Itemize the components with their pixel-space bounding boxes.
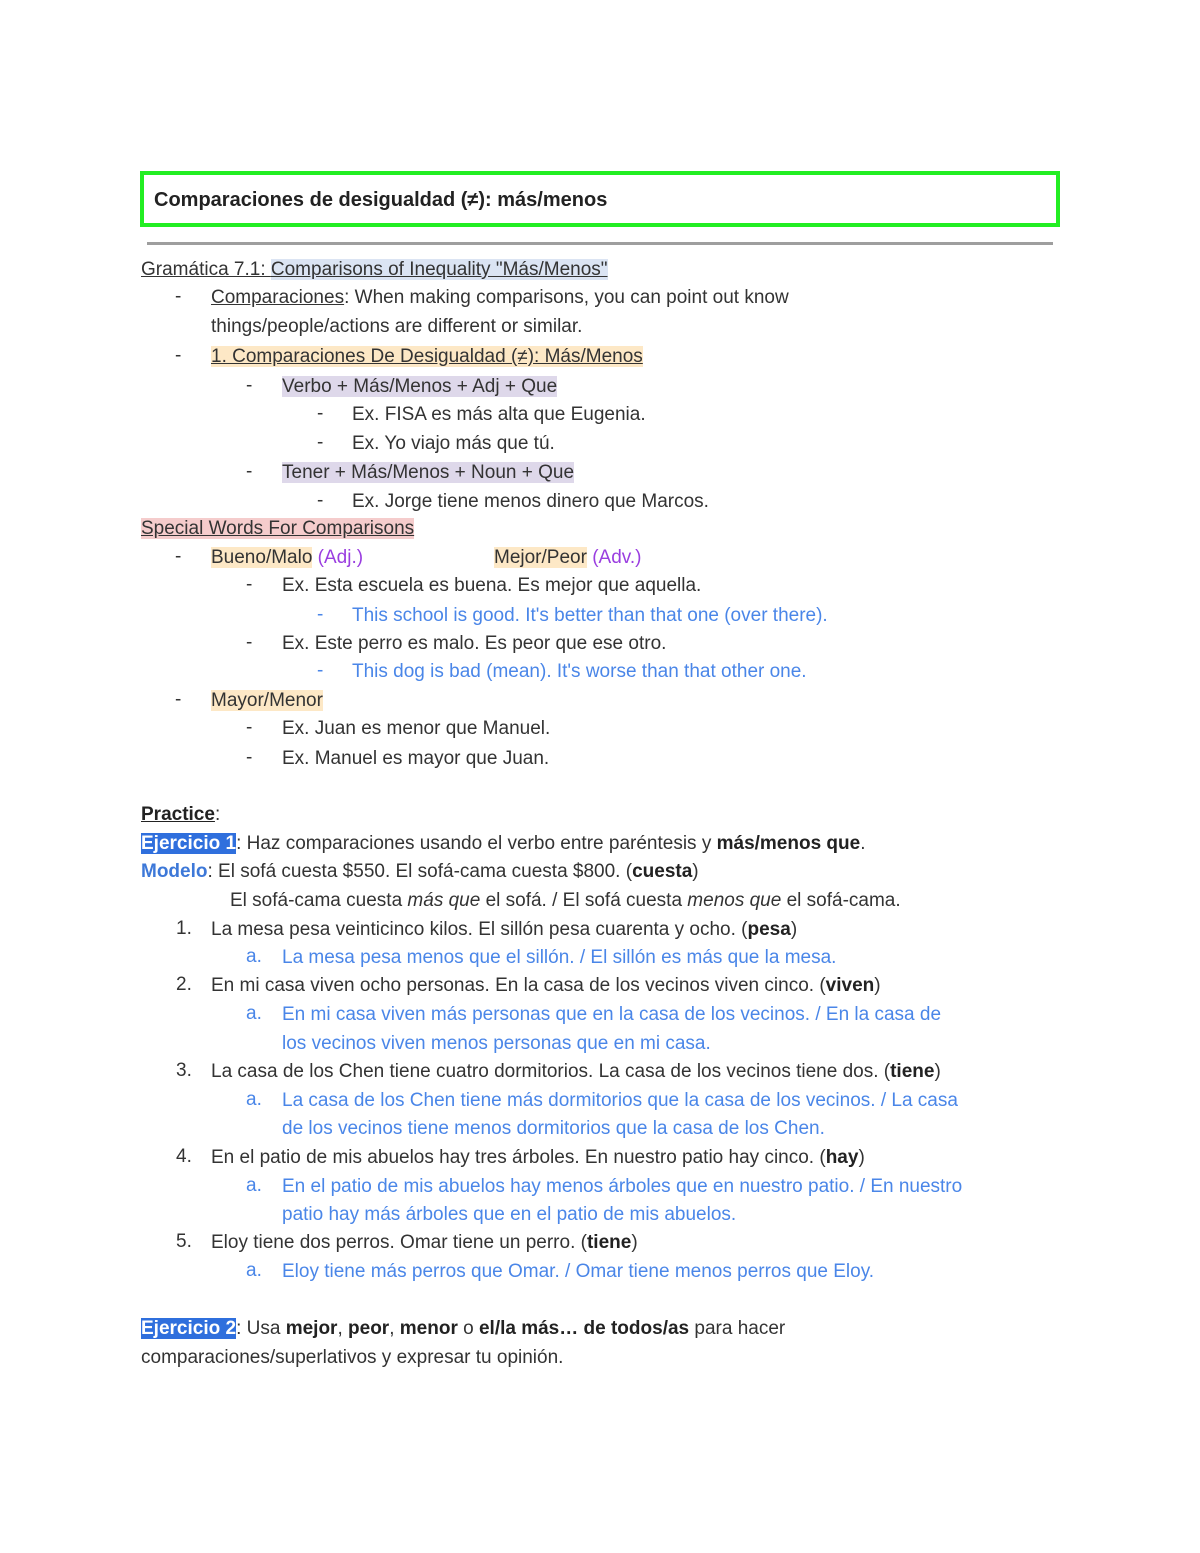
item-4-question (211, 1146, 865, 1170)
bullet-dash: - (317, 432, 324, 453)
special-words-heading: Special Words For Comparisons (141, 518, 415, 539)
answer-label: a. (246, 1089, 262, 1110)
modelo-label: Modelo (141, 861, 208, 882)
ejercicio-2-line (141, 1317, 785, 1341)
item-text: La casa de los Chen tiene cuatro dormitorios. La casa de los vecinos tiene dos. ( (211, 1061, 891, 1082)
item-close: ) (790, 919, 798, 940)
item-text: En mi casa viven ocho personas. En la casa de los vecinos viven cinco. ( (211, 975, 826, 996)
modelo-verb: cuesta (632, 861, 693, 882)
page-title: Comparaciones de desigualdad (≠): más/menos (154, 189, 608, 211)
item-close: ) (934, 1061, 941, 1082)
modelo-close: ) (692, 861, 699, 882)
word-superlative: el/la más… de todos/as (478, 1318, 690, 1339)
item-close: ) (874, 975, 881, 996)
special-words-line (141, 517, 414, 541)
tener-rule: Tener + Más/Menos + Noun + Que (282, 462, 575, 483)
example-buena-translation: This school is good. It's better than that one (over there). (352, 605, 828, 626)
grammar-line (141, 258, 608, 282)
ejercicio-1-bold: más/menos que (716, 833, 861, 854)
item-number: 1. (176, 918, 192, 939)
ejercicio-1-label: Ejercicio 1 (141, 833, 237, 854)
item-1-answer: La mesa pesa menos que el sillón. / El sillón es más que la mesa. (282, 947, 837, 968)
example-manuel: Ex. Manuel es mayor que Juan. (282, 748, 550, 769)
item-verb: tiene (586, 1232, 632, 1253)
practice-heading-line (141, 803, 220, 827)
item-verb: hay (825, 1147, 859, 1168)
ejercicio-2-colon: : (236, 1318, 242, 1339)
adj-label: (Adj.) (312, 547, 364, 568)
item-verb: tiene (890, 1061, 935, 1082)
horizontal-rule (147, 242, 1053, 245)
mayor-menor: Mayor/Menor (211, 690, 323, 711)
word-menor: menor (399, 1318, 458, 1339)
item-4-answer: En el patio de mis abuelos hay menos árboles que en nuestro patio. / En nuestro (282, 1176, 963, 1197)
answer-label: a. (246, 946, 262, 967)
comma: , (337, 1318, 349, 1339)
word-mejor: mejor (285, 1318, 338, 1339)
mayor-menor-line (211, 689, 323, 713)
bullet-dash: - (246, 375, 253, 396)
comparaciones-line (211, 286, 789, 310)
item-2-question (211, 974, 881, 998)
example-fisa: Ex. FISA es más alta que Eugenia. (352, 404, 646, 425)
modelo-answer-e: el sofá-cama. (781, 890, 901, 911)
ejercicio-2-end: para hacer (689, 1318, 786, 1339)
example-buena: Ex. Esta escuela es buena. Es mejor que aquella. (282, 575, 702, 596)
bullet-dash: - (175, 689, 182, 710)
modelo-answer-a: El sofá-cama cuesta (230, 890, 408, 911)
bullet-dash: - (175, 286, 182, 307)
example-juan: Ex. Juan es menor que Manuel. (282, 718, 551, 739)
item-number: 3. (176, 1060, 192, 1081)
example-viajo: Ex. Yo viajo más que tú. (352, 433, 555, 454)
word-peor: peor (348, 1318, 390, 1339)
title-box (140, 171, 1060, 227)
item-verb: pesa (747, 919, 791, 940)
item-close: ) (631, 1232, 638, 1253)
modelo-text: : El sofá cuesta $550. El sofá-cama cuesta $800. ( (207, 861, 633, 882)
grammar-link[interactable]: Comparisons of Inequality "Más/Menos" (270, 259, 608, 280)
bullet-dash: - (317, 604, 324, 625)
comparaciones-text: : When making comparisons, you can point out know (344, 287, 789, 308)
bullet-dash: - (317, 660, 324, 681)
word-o: o (457, 1318, 479, 1339)
comparaciones-line-2: things/people/actions are different or similar. (211, 316, 583, 337)
bueno-malo: Bueno/Malo (211, 547, 313, 568)
answer-label: a. (246, 1175, 262, 1196)
comma: , (389, 1318, 400, 1339)
practice-colon: : (214, 804, 221, 825)
bullet-dash: - (246, 632, 253, 653)
ejercicio-1-end: . (860, 833, 866, 854)
verbo-rule: Verbo + Más/Menos + Adj + Que (282, 376, 558, 397)
ejercicio-1-text: Haz comparaciones usando el verbo entre paréntesis y (241, 833, 717, 854)
mejor-peor: Mejor/Peor (494, 547, 587, 568)
item-3-answer: La casa de los Chen tiene más dormitorios que la casa de los vecinos. / La casa (282, 1090, 958, 1111)
adv-label: (Adv.) (586, 547, 642, 568)
ejercicio-1-line (141, 832, 866, 856)
item-3-question (211, 1060, 941, 1084)
item-5-answer: Eloy tiene más perros que Omar. / Omar tiene menos perros que Eloy. (282, 1261, 875, 1282)
modelo-answer-c: el sofá. / El sofá cuesta (480, 890, 688, 911)
modelo-answer-b: más que (407, 890, 481, 911)
modelo-answer (230, 889, 901, 913)
ejercicio-2-label: Ejercicio 2 (141, 1318, 237, 1339)
item-number: 2. (176, 974, 192, 995)
item-text: Eloy tiene dos perros. Omar tiene un perro. ( (211, 1232, 587, 1253)
item-4-answer-cont: patio hay más árboles que en el patio de mis abuelos. (282, 1204, 737, 1225)
example-malo-translation: This dog is bad (mean). It's worse than that other one. (352, 661, 807, 682)
item-close: ) (858, 1147, 865, 1168)
bullet-dash: - (246, 717, 253, 738)
desigualdad-heading: 1. Comparaciones De Desigualdad (≠): Más/Menos (211, 346, 643, 367)
ejercicio-2-line-2: comparaciones/superlativos y expresar tu opinión. (141, 1347, 564, 1368)
ejercicio-1-colon: : (236, 833, 242, 854)
bullet-dash: - (317, 490, 324, 511)
item-text: En el patio de mis abuelos hay tres árboles. En nuestro patio hay cinco. ( (211, 1147, 826, 1168)
bullet-dash: - (246, 461, 253, 482)
mejor-peor-line (494, 546, 641, 570)
grammar-prefix: Gramática 7.1: (141, 259, 271, 280)
practice-heading: Practice (141, 804, 215, 825)
item-3-answer-cont: de los vecinos tiene menos dormitorios que la casa de los Chen. (282, 1118, 825, 1139)
example-jorge: Ex. Jorge tiene menos dinero que Marcos. (352, 491, 709, 512)
item-1-question (211, 918, 797, 942)
item-number: 5. (176, 1231, 192, 1252)
modelo-line (141, 860, 699, 884)
item-text: La mesa pesa veinticinco kilos. El sillón pesa cuarenta y ocho. ( (211, 919, 748, 940)
bullet-dash: - (317, 403, 324, 424)
item-5-question (211, 1231, 638, 1255)
answer-label: a. (246, 1003, 262, 1024)
bullet-dash: - (175, 546, 182, 567)
example-malo: Ex. Este perro es malo. Es peor que ese otro. (282, 633, 667, 654)
item-number: 4. (176, 1146, 192, 1167)
bullet-dash: - (175, 345, 182, 366)
desigualdad-line (211, 345, 643, 369)
answer-label: a. (246, 1260, 262, 1281)
item-2-answer-cont: los vecinos viven menos personas que en mi casa. (282, 1033, 711, 1054)
modelo-answer-d: menos que (687, 890, 782, 911)
tener-rule-line (282, 461, 574, 485)
comparaciones-label: Comparaciones (211, 287, 345, 308)
verbo-rule-line (282, 375, 557, 399)
bullet-dash: - (246, 574, 253, 595)
bueno-malo-line (211, 546, 363, 570)
item-verb: viven (825, 975, 875, 996)
item-2-answer: En mi casa viven más personas que en la casa de los vecinos. / En la casa de (282, 1004, 942, 1025)
ejercicio-2-text: Usa (241, 1318, 286, 1339)
bullet-dash: - (246, 747, 253, 768)
